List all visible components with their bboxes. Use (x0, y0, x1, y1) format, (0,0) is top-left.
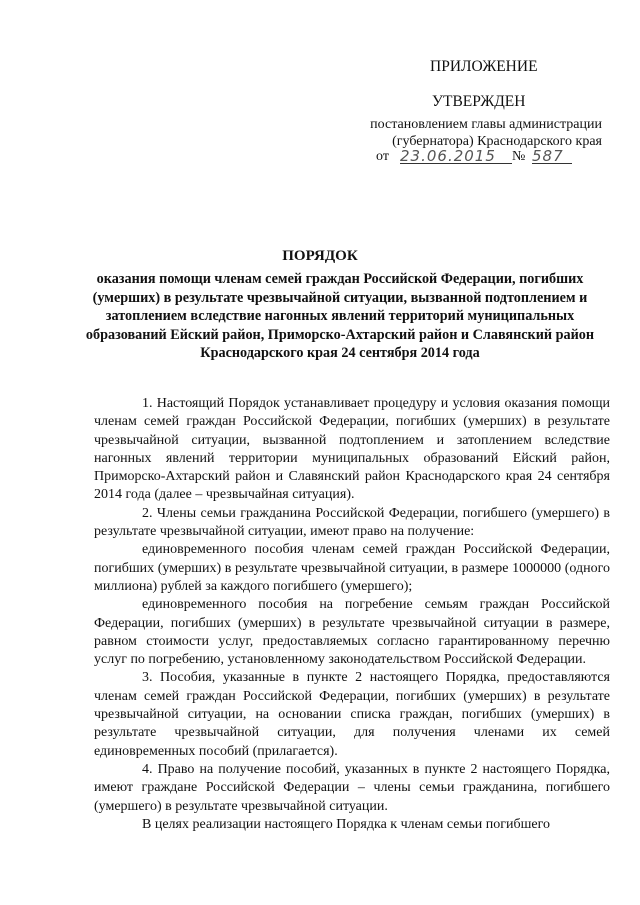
from-label: от (376, 149, 389, 164)
appendix-label: ПРИЛОЖЕНИЕ (430, 58, 538, 75)
decree-line-2: (губернатора) Краснодарского края (392, 134, 602, 149)
handwritten-date: 23.06.2015 (400, 147, 512, 164)
paragraph-5: В целях реализации настоящего Порядка к членам семьи погибшего (142, 816, 550, 832)
paragraph-4: 4. Право на получение пособий, указанных в пункте 2 настоящего Порядка, имеют граждане Российской Федерации – члены семьи гражданина, погибшего (умершего) в результате чрезвычайной ситуации. (94, 761, 610, 814)
paragraph-2: 2. Члены семьи гражданина Российской Федерации, погибшего (умершего) в результате чрезвычайной ситуации, имеют право на получение: (94, 505, 610, 540)
document-subtitle: оказания помощи членам семей граждан Российской Федерации, погибших (умерших) в результате чрезвычайной ситуации, вызванной подтоплением и затоплением вследствие нагонных явлений территорий муниципальных образований Ейский район, Приморско-Ахтарский район и Славянский район Краснодарского края 24 сентября 2014 года (85, 271, 595, 361)
decree-line-1: постановлением главы администрации (370, 117, 602, 132)
document-title: ПОРЯДОК (282, 248, 358, 264)
approved-label: УТВЕРЖДЕН (432, 93, 526, 110)
document-body (94, 395, 610, 834)
handwritten-number: 587 (532, 147, 572, 164)
paragraph-1: 1. Настоящий Порядок устанавливает процедуру и условия оказания помощи членам семей граждан Российской Федерации, погибших (умерших) в результате чрезвычайной ситуации, вызванной подтоплением и затоплением вследствие нагонных явлений территории муниципальных образований Ейский район, Приморско-Ахтарский район и Славянский район Краснодарского края 24 сентября 2014 года (далее – чрезвычайная ситуация). (94, 396, 610, 503)
paragraph-2-item-2: единовременного пособия на погребение семьям граждан Российской Федерации, погибших (умерших) в результате чрезвычайной ситуации в размере, равном стоимости услуг, предоставляемых согласно гарантированному перечню услуг по погребению, установленному законодательством Российской Федерации. (94, 597, 610, 668)
decree-date-number-row (360, 146, 600, 168)
paragraph-3: 3. Пособия, указанные в пункте 2 настоящего Порядка, предоставляются членам семей граждан Российской Федерации, погибших (умерших) в результате чрезвычайной ситуации, на основании списка граждан, погибших (умерших) в результате чрезвычайной ситуации, для получения членами их семей единовременных пособий (прилагается). (94, 670, 610, 759)
paragraph-2-item-1: единовременного пособия членам семей граждан Российской Федерации, погибших (умерших) в результате чрезвычайной ситуации, в размере 1000000 (одного миллиона) рублей за каждого погибшего (умершего); (94, 542, 610, 594)
number-label: № (512, 149, 526, 164)
